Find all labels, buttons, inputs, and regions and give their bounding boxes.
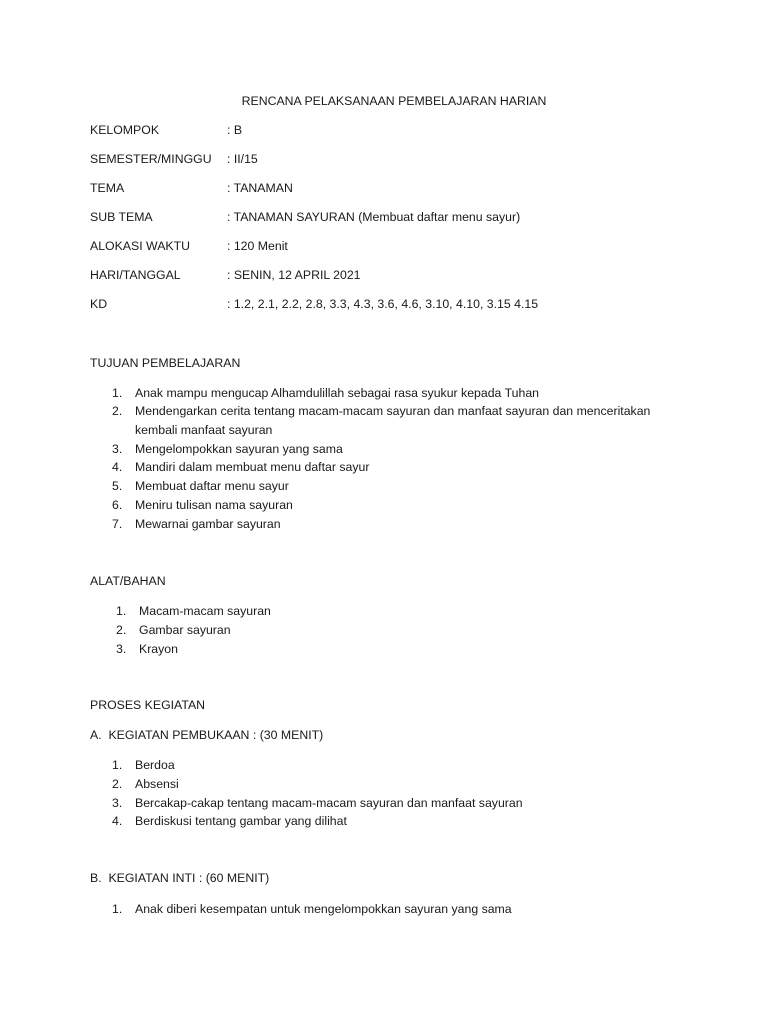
info-value: : II/15 — [227, 152, 258, 166]
info-value: : TANAMAN — [227, 181, 293, 195]
list-number: 4. — [112, 814, 123, 828]
info-label: HARI/TANGGAL — [90, 268, 181, 282]
list-item — [112, 812, 692, 831]
list-number: 4. — [112, 460, 123, 474]
list-number: 2. — [112, 404, 123, 418]
info-value: : SENIN, 12 APRIL 2021 — [227, 268, 361, 282]
list-item — [112, 775, 692, 794]
list-text: Berdiskusi tentang gambar yang dilihat — [135, 814, 347, 828]
list-item — [112, 621, 692, 640]
list-text: Membuat daftar menu sayur — [135, 479, 289, 493]
list-text: Mendengarkan cerita tentang macam-macam sayuran dan manfaat sayuran dan menceritakan kembali manfaat sayuran — [135, 404, 651, 437]
info-value: : 120 Menit — [227, 239, 288, 253]
list-item — [112, 602, 692, 621]
info-label: ALOKASI WAKTU — [90, 239, 190, 253]
list-item — [112, 900, 692, 919]
info-value: : TANAMAN SAYURAN (Membuat daftar menu sayur) — [227, 210, 521, 224]
list-number: 1. — [116, 604, 127, 618]
list-number: 2. — [116, 623, 127, 637]
info-label: KELOMPOK — [90, 123, 160, 137]
list-text: Berdoa — [135, 758, 175, 772]
pembukaan-heading: A. KEGIATAN PEMBUKAAN : (30 MENIT) — [90, 728, 324, 742]
list-text: Mengelompokkan sayuran yang sama — [135, 442, 343, 456]
info-label: KD — [90, 297, 108, 311]
proses-heading: PROSES KEGIATAN — [90, 698, 206, 712]
list-text: Macam-macam sayuran — [139, 604, 271, 618]
list-text: Anak mampu mengucap Alhamdulillah sebagai rasa syukur kepada Tuhan — [135, 386, 539, 400]
alat-heading: ALAT/BAHAN — [90, 574, 166, 588]
tujuan-heading: TUJUAN PEMBELAJARAN — [90, 356, 241, 370]
info-value: : B — [227, 123, 243, 137]
list-item — [112, 496, 692, 515]
list-item — [112, 756, 692, 775]
info-value: : 1.2, 2.1, 2.2, 2.8, 3.3, 4.3, 3.6, 4.6, 3.10, 4.10, 3.15 4.15 — [227, 297, 539, 311]
info-label: SUB TEMA — [90, 210, 153, 224]
list-number: 6. — [112, 498, 123, 512]
list-text: Bercakap-cakap tentang macam-macam sayuran dan manfaat sayuran — [135, 796, 523, 810]
list-number: 3. — [112, 796, 123, 810]
list-item — [112, 794, 692, 813]
list-item — [112, 384, 692, 403]
list-text: Absensi — [135, 777, 179, 791]
list-number: 1. — [112, 902, 123, 916]
list-text: Krayon — [139, 642, 178, 656]
list-item — [112, 515, 692, 534]
list-number: 3. — [112, 442, 123, 456]
info-label: TEMA — [90, 181, 125, 195]
list-number: 1. — [112, 386, 123, 400]
inti-heading: B. KEGIATAN INTI : (60 MENIT) — [90, 871, 270, 885]
list-text: Gambar sayuran — [139, 623, 231, 637]
list-text: Anak diberi kesempatan untuk mengelompokkan sayuran yang sama — [135, 902, 512, 916]
list-number: 1. — [112, 758, 123, 772]
list-number: 7. — [112, 517, 123, 531]
document-title: RENCANA PELAKSANAAN PEMBELAJARAN HARIAN — [241, 94, 547, 108]
list-item — [112, 477, 692, 496]
list-number: 3. — [116, 642, 127, 656]
list-item — [112, 640, 692, 659]
list-number: 5. — [112, 479, 123, 493]
list-text: Mandiri dalam membuat menu daftar sayur — [135, 460, 370, 474]
list-number: 2. — [112, 777, 123, 791]
list-item — [112, 402, 692, 439]
list-text: Mewarnai gambar sayuran — [135, 517, 281, 531]
list-text: Meniru tulisan nama sayuran — [135, 498, 293, 512]
list-item — [112, 458, 692, 477]
info-label: SEMESTER/MINGGU — [90, 152, 212, 166]
list-item — [112, 440, 692, 459]
